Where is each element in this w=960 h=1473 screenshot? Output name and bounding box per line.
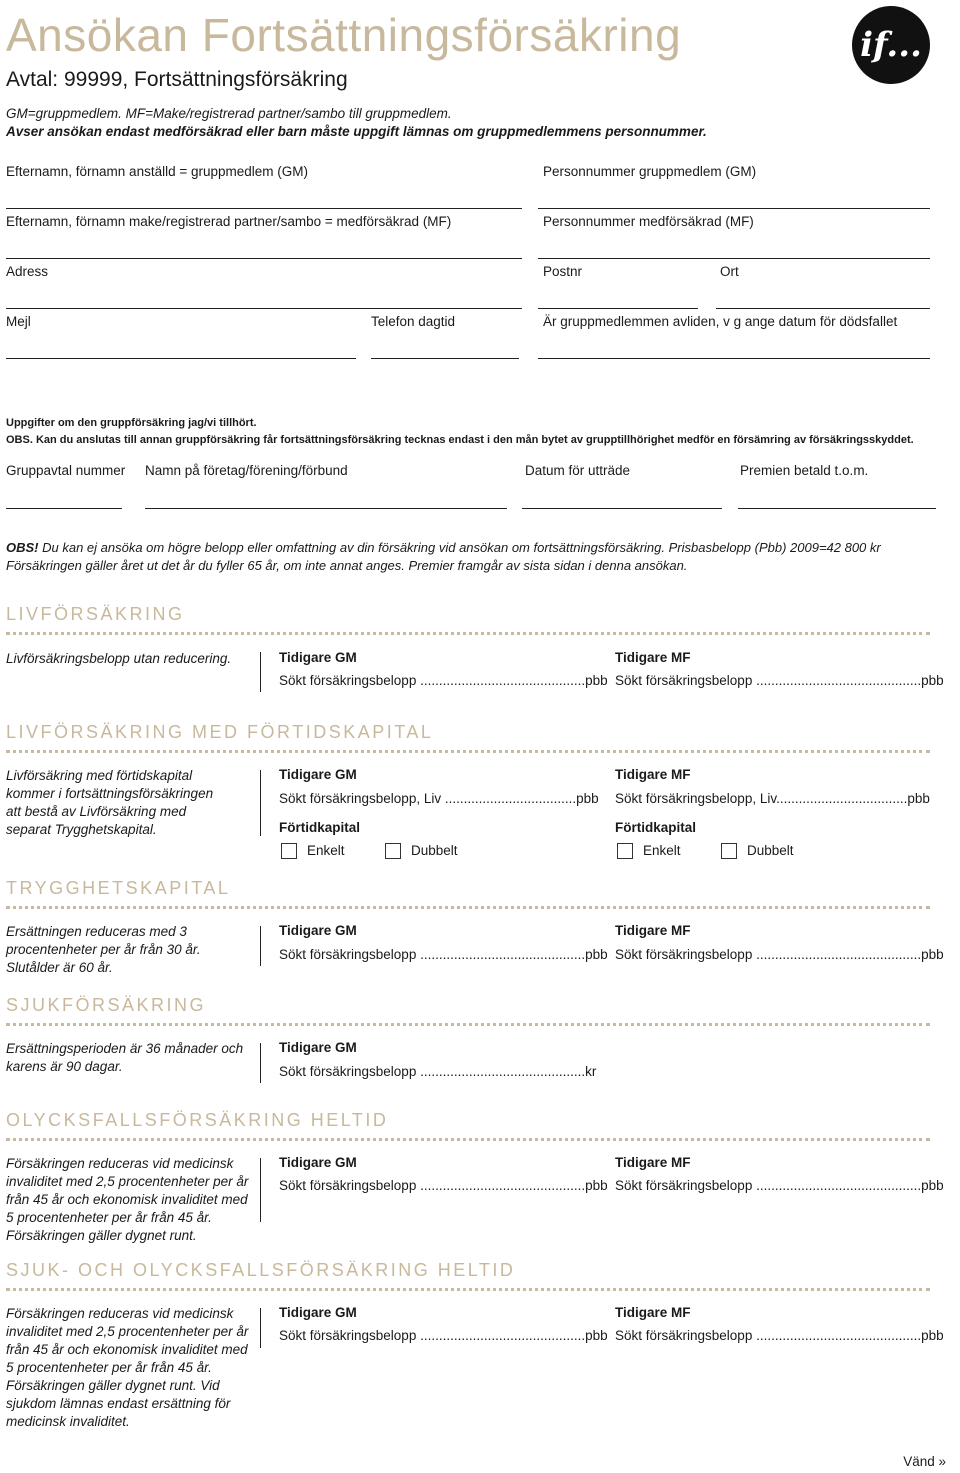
gm-heading-trygg: Tidigare GM	[279, 923, 357, 938]
column-divider	[260, 1308, 261, 1348]
name-mf-label: Efternamn, förnamn make/registrerad partner/sambo = medförsäkrad (MF)	[6, 214, 452, 229]
name-gm-field[interactable]	[6, 208, 522, 209]
section-title-sjuk-olycka: SJUK- OCH OLYCKSFALLSFÖRSÄKRING HELTID	[6, 1260, 516, 1280]
section-divider	[6, 1288, 930, 1291]
section-divider	[6, 906, 930, 909]
address-label: Adress	[6, 264, 49, 279]
mf-double-label: Dubbelt	[747, 843, 794, 858]
if-logo: if...	[852, 6, 930, 84]
premium-paid-label: Premien betald t.o.m.	[740, 463, 869, 478]
gm-single-label: Enkelt	[307, 843, 345, 858]
phone-field[interactable]	[371, 358, 519, 359]
ssn-requirement-note: Avser ansökan endast medförsäkrad eller barn måste uppgift lämnas om gruppmedlemmens personnummer.	[6, 124, 707, 139]
agreement-subtitle: Avtal: 99999, Fortsättningsförsäkring	[6, 68, 348, 91]
org-name-field[interactable]	[145, 508, 507, 509]
mf-double-checkbox[interactable]	[721, 843, 737, 859]
ort-label: Ort	[720, 264, 739, 279]
section-title-liv: LIVFÖRSÄKRING	[6, 604, 185, 624]
pnr-gm-label: Personnummer gruppmedlem (GM)	[543, 164, 757, 179]
section-desc-olycka: Försäkringen reduceras vid medicinsk invaliditet med 2,5 procentenheter per år från 45 år och ekonomisk invaliditet med 5 procentenheter per år från 45 år. Försäkringen gäller dygnet runt.	[6, 1156, 249, 1243]
section-title-trygg: TRYGGHETSKAPITAL	[6, 878, 231, 898]
column-divider	[260, 926, 261, 966]
mf-amount-field-sjuk-olycka[interactable]: Sökt försäkringsbelopp ............................................pbb	[615, 1328, 944, 1343]
gm-heading-liv-ftk: Tidigare GM	[279, 767, 357, 782]
mf-amount-field-olycka[interactable]: Sökt försäkringsbelopp ............................................pbb	[615, 1178, 944, 1193]
obs-label: OBS!	[6, 540, 39, 555]
pnr-gm-field[interactable]	[538, 208, 930, 209]
gm-heading-liv: Tidigare GM	[279, 650, 357, 665]
mf-ftk-label: Förtidkapital	[615, 820, 697, 835]
mf-heading-liv-ftk: Tidigare MF	[615, 767, 691, 782]
email-label: Mejl	[6, 314, 31, 329]
turn-page-link[interactable]: Vänd »	[903, 1454, 946, 1469]
gm-double-checkbox[interactable]	[385, 843, 401, 859]
postnr-label: Postnr	[543, 264, 583, 279]
gm-amount-field-liv-ftk[interactable]: Sökt försäkringsbelopp, Liv ...................................pbb	[279, 791, 599, 806]
deceased-label: Är gruppmedlemmen avliden, v g ange datum för dödsfallet	[543, 314, 898, 329]
section-divider	[6, 632, 930, 635]
mf-heading-olycka: Tidigare MF	[615, 1155, 691, 1170]
agreement-no-field[interactable]	[6, 508, 122, 509]
section-divider	[6, 750, 930, 753]
obs-line-1	[6, 540, 881, 555]
gm-heading-sjuk: Tidigare GM	[279, 1040, 357, 1055]
section-divider	[6, 1023, 930, 1026]
mf-heading-trygg: Tidigare MF	[615, 923, 691, 938]
exit-date-field[interactable]	[522, 508, 722, 509]
page-title: Ansökan Fortsättningsförsäkring	[6, 9, 682, 61]
section-desc-liv-ftk: Livförsäkring med förtidskapital kommer i fortsättningsförsäkringen att bestå av Livförsäkring med separat Trygghetskapital.	[6, 768, 214, 837]
gm-amount-field-liv[interactable]: Sökt försäkringsbelopp ............................................pbb	[279, 673, 608, 688]
phone-label: Telefon dagtid	[371, 314, 456, 329]
column-divider	[260, 1043, 261, 1083]
column-divider	[260, 652, 261, 692]
address-field[interactable]	[6, 308, 522, 309]
mf-single-checkbox[interactable]	[617, 843, 633, 859]
abbreviation-note: GM=gruppmedlem. MF=Make/registrerad partner/sambo till gruppmedlem.	[6, 106, 452, 121]
postnr-field[interactable]	[538, 308, 698, 309]
column-divider	[260, 1158, 261, 1222]
email-field[interactable]	[6, 358, 356, 359]
gm-amount-field-olycka[interactable]: Sökt försäkringsbelopp ............................................pbb	[279, 1178, 608, 1193]
agreement-no-label: Gruppavtal nummer	[6, 463, 126, 478]
mf-amount-field-liv[interactable]: Sökt försäkringsbelopp ............................................pbb	[615, 673, 944, 688]
section-title-sjuk: SJUKFÖRSÄKRING	[6, 995, 207, 1015]
ort-field[interactable]	[716, 308, 930, 309]
group-heading: Uppgifter om den gruppförsäkring jag/vi tillhört.	[6, 417, 257, 429]
pnr-mf-label: Personnummer medförsäkrad (MF)	[543, 214, 754, 229]
name-gm-label: Efternamn, förnamn anställd = gruppmedlem (GM)	[6, 164, 309, 179]
premium-paid-field[interactable]	[738, 508, 936, 509]
deceased-date-field[interactable]	[538, 358, 930, 359]
gm-ftk-label: Förtidkapital	[279, 820, 361, 835]
gm-single-checkbox[interactable]	[281, 843, 297, 859]
pnr-mf-field[interactable]	[538, 258, 930, 259]
section-desc-sjuk-olycka: Försäkringen reduceras vid medicinsk invaliditet med 2,5 procentenheter per år från 45 år och ekonomisk invaliditet med 5 procentenheter per år från 45 år. Försäkringen gäller dygnet runt. Vid sjukdom lämnas endast ersättning för medicinsk invaliditet.	[6, 1306, 249, 1429]
mf-single-label: Enkelt	[643, 843, 681, 858]
mf-heading-liv: Tidigare MF	[615, 650, 691, 665]
gm-heading-sjuk-olycka: Tidigare GM	[279, 1305, 357, 1320]
section-desc-sjuk: Ersättningsperioden är 36 månader och karens är 90 dagar.	[6, 1041, 244, 1074]
mf-amount-field-liv-ftk[interactable]: Sökt försäkringsbelopp, Liv...................................pbb	[615, 791, 930, 806]
org-name-label: Namn på företag/förening/förbund	[145, 463, 348, 478]
column-divider	[260, 770, 261, 836]
exit-date-label: Datum för utträde	[525, 463, 631, 478]
section-title-olycka: OLYCKSFALLSFÖRSÄKRING HELTID	[6, 1110, 389, 1130]
obs-text-1: Du kan ej ansöka om högre belopp eller omfattning av din försäkring vid ansökan om fortsättningsförsäkring. Prisbasbelopp (Pbb) 2009=42 800 kr	[38, 540, 881, 555]
gm-amount-field-trygg[interactable]: Sökt försäkringsbelopp ............................................pbb	[279, 947, 608, 962]
mf-heading-sjuk-olycka: Tidigare MF	[615, 1305, 691, 1320]
section-divider	[6, 1138, 930, 1141]
gm-double-label: Dubbelt	[411, 843, 458, 858]
name-mf-field[interactable]	[6, 258, 522, 259]
section-desc-trygg: Ersättningen reduceras med 3 procentenheter per år från 30 år. Slutålder är 60 år.	[6, 924, 201, 975]
section-desc-liv: Livförsäkringsbelopp utan reducering.	[6, 651, 232, 666]
section-title-liv-ftk: LIVFÖRSÄKRING MED FÖRTIDSKAPITAL	[6, 722, 434, 742]
gm-amount-field-sjuk[interactable]: Sökt försäkringsbelopp ............................................kr	[279, 1064, 597, 1079]
gm-heading-olycka: Tidigare GM	[279, 1155, 357, 1170]
gm-amount-field-sjuk-olycka[interactable]: Sökt försäkringsbelopp ............................................pbb	[279, 1328, 608, 1343]
group-obs: OBS. Kan du anslutas till annan gruppförsäkring får fortsättningsförsäkring tecknas endast i den mån bytet av grupptillhörighet medför en försämring av försäkringsskyddet.	[6, 434, 914, 446]
mf-amount-field-trygg[interactable]: Sökt försäkringsbelopp ............................................pbb	[615, 947, 944, 962]
obs-line-2: Försäkringen gäller året ut det år du fyller 65 år, om inte annat anges. Premier framgår av sista sidan i denna ansökan.	[6, 558, 688, 573]
